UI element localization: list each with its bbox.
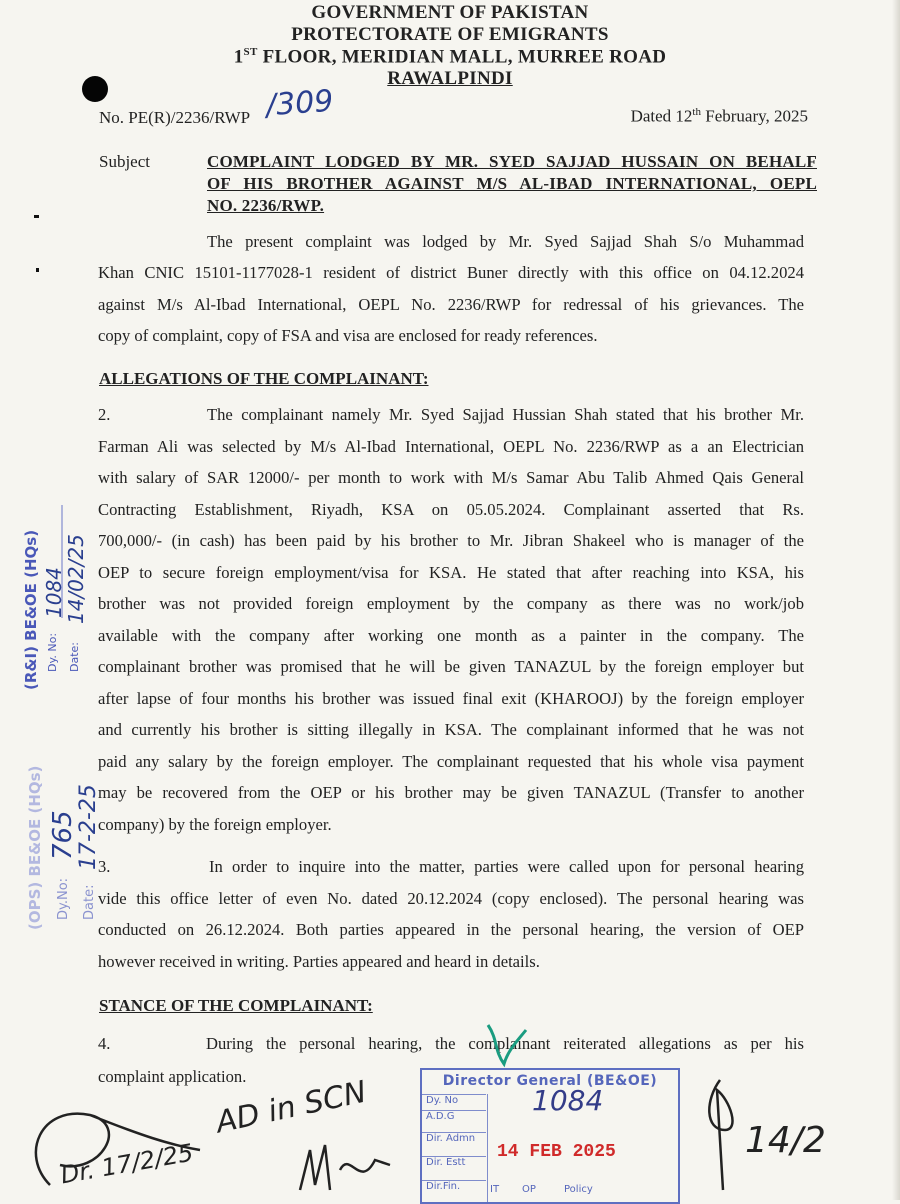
paragraph-line: In order to inquire into the matter, parties were called upon for personal hearing (209, 857, 804, 876)
paragraph-line: Contracting Establishment, Riyadh, KSA on 05.05.2024. Complainant asserted that Rs. (98, 500, 804, 519)
paragraph-line: complainant brother was promised that he will be given TANAZUL by the foreign employer but (98, 657, 804, 676)
letter-date: Dated 12th February, 2025 (630, 106, 808, 126)
marginal-note-initial-date: 14/2 (745, 1120, 826, 1161)
paragraph-line: however received in writing. Parties appeared and heard in details. (98, 952, 540, 971)
stamp-date-label: Date: (68, 642, 81, 672)
paragraph-number: 4. (98, 1034, 111, 1053)
stamp-row-dir-estt: Dir. Estt (422, 1156, 486, 1177)
receipt-stamp-rni (20, 500, 88, 690)
stamp-dy-label: Dy. No: (46, 632, 59, 672)
subject-line: NO. 2236/RWP. (207, 196, 325, 215)
stamp-cell-op: OP (522, 1184, 536, 1195)
stamp-date-label: Date: (82, 884, 97, 920)
paragraph-line: vide this office letter of even No. dated 20.12.2024 (copy enclosed). The personal hearing was (98, 889, 804, 908)
header-address: 1ST FLOOR, MERIDIAN MALL, MURREE ROAD (233, 46, 667, 68)
stamp-cell-policy: Policy (564, 1184, 593, 1195)
stamp-title: (R&I) BE&OE (HQs) (22, 529, 40, 690)
paragraph-line: Khan CNIC 15101-1177028-1 resident of district Buner directly with this office on 04.12.2024 (98, 263, 804, 282)
paragraph-line: OEP to secure foreign employment/visa for KSA. He stated that after reaching into KSA, his (98, 563, 804, 582)
scan-speck (36, 268, 39, 272)
header-protectorate: PROTECTORATE OF EMIGRANTS (291, 24, 609, 45)
paragraph-line: During the personal hearing, the complainant reiterated allegations as per his (206, 1034, 804, 1053)
marginal-note-instruction: AD in SCN (213, 1074, 370, 1141)
paragraph-line: may be recovered from the OEP or his brother may be given TANAZUL (Transfer to another (98, 783, 804, 802)
paragraph-line: with salary of SAR 12000/- per month to work with M/s Samar Abu Talib Ahmed Qais General (98, 468, 804, 487)
stamp-dy-value: 1084 (42, 567, 66, 618)
stamp-border-lines (20, 500, 80, 690)
intro-paragraph (98, 232, 804, 352)
paragraph-number: 2. (98, 405, 111, 424)
stamp-divider (487, 1094, 488, 1202)
paragraph-line: 700,000/- (in cash) has been paid by his brother to Mr. Jibran Shakeel who is manager of the (98, 531, 804, 550)
stamp-date-value: 14/02/25 (64, 534, 88, 624)
paragraph-line: against M/s Al-Ibad International, OEPL No. 2236/RWP for redressal of his grievances. The (98, 295, 804, 314)
stamp-received-date: 14 FEB 2025 (497, 1142, 616, 1162)
stamp-cell-it: IT (490, 1184, 500, 1195)
paragraph-number: 3. (98, 857, 111, 876)
director-general-stamp (420, 1068, 680, 1204)
signature-scribble-middle (290, 1130, 400, 1200)
stamp-title: (OPS) BE&OE (HQs) (26, 765, 44, 930)
marginal-note-date: Dr. 17/2/25 (58, 1138, 196, 1190)
paragraph-line: complaint application. (98, 1067, 247, 1086)
stamp-row-dir-admn: Dir. Admn (422, 1132, 486, 1153)
stamp-row-adg: A.D.G (422, 1110, 486, 1122)
stamp-row-dir-fin: Dir.Fin. (422, 1180, 486, 1192)
stamp-dy-value: 765 (48, 810, 78, 860)
scan-edge (892, 0, 900, 1200)
stance-heading: STANCE OF THE COMPLAINANT: (99, 996, 373, 1015)
paragraph-line: available with the company after working one month as a painter in the company. The (98, 626, 804, 645)
subject-line: COMPLAINT LODGED BY MR. SYED SAJJAD HUSSAIN ON BEHALF (207, 152, 817, 171)
paragraph-line: brother was not provided foreign employment by the company as there was no work/job (98, 594, 804, 613)
stamp-date-value: 17-2-25 (76, 784, 101, 870)
stamp-dy-label: Dy.No: (56, 877, 71, 920)
receipt-stamp-ops (20, 740, 100, 930)
green-check-mark (470, 1020, 530, 1090)
paragraph-line: company) by the foreign employer. (98, 815, 332, 834)
paragraph-line: The present complaint was lodged by Mr. Syed Sajjad Shah S/o Muhammad (207, 232, 804, 251)
subject-label: Subject (99, 152, 150, 171)
subject-line: OF HIS BROTHER AGAINST M/S AL-IBAD INTERNATIONAL, OEPL (207, 174, 817, 193)
paragraph-line: The complainant namely Mr. Syed Sajjad Hussian Shah stated that his brother Mr. (207, 405, 804, 424)
paragraph-3 (98, 857, 804, 977)
subject-text (207, 151, 817, 217)
handwritten-reference: /309 (264, 83, 335, 124)
scan-speck (34, 215, 39, 218)
paragraph-line: conducted on 26.12.2024. Both parties appeared in the personal hearing, the version of OEP (98, 920, 804, 939)
reference-number: No. PE(R)/2236/RWP (99, 108, 251, 127)
stamp-row-dy-no: Dy. No (422, 1094, 486, 1106)
stamp-title: Director General (BE&OE) (442, 1073, 658, 1089)
header-city: RAWALPINDI (387, 68, 513, 89)
paragraph-line: Farman Ali was selected by M/s Al-Ibad International, OEPL No. 2236/RWP as a an Electrician (98, 437, 804, 456)
stamp-handwritten-number: 1084 (532, 1084, 604, 1117)
paragraph-line: paid any salary by the foreign employer. The complainant requested that his whole visa payment (98, 752, 804, 771)
allegations-heading: ALLEGATIONS OF THE COMPLAINANT: (99, 369, 429, 388)
paragraph-line: after lapse of four months his brother was issued final exit (KHAROOJ) by the foreign employer (98, 689, 804, 708)
paragraph-line: and currently his brother is sitting illegally in KSA. The complainant informed that he was not (98, 720, 804, 739)
paragraph-2 (98, 405, 804, 845)
paragraph-line: copy of complaint, copy of FSA and visa are enclosed for ready references. (98, 326, 598, 345)
header-government: GOVERNMENT OF PAKISTAN (311, 2, 589, 23)
